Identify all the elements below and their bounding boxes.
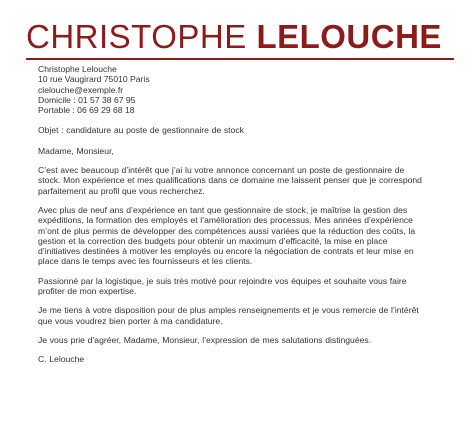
letter-salutation: Madame, Monsieur,	[38, 145, 114, 156]
contact-address: 10 rue Vaugirard 75010 Paris	[38, 74, 150, 85]
letter-paragraph-3: Passionné par la logistique, je suis très motivé pour rejoindre vos équipes et souhaite vous faire profiter de mon expertise.	[38, 275, 407, 297]
letter-paragraph-1: C’est avec beaucoup d’intérêt que j’ai lu votre annonce concernant un poste de gestionnaire de stock. Mon expérience et mes qualifications dans ce domaine me laissent penser que je correspond parfaitement au profil que vous recherchez.	[38, 165, 422, 196]
contact-name: Christophe Lelouche	[38, 64, 117, 74]
letter-signature: C. Lelouche	[38, 354, 85, 365]
contact-email: clelouche@exemple.fr	[38, 84, 124, 95]
header-name	[26, 18, 442, 56]
contact-block	[38, 64, 422, 115]
header-divider	[26, 58, 454, 60]
letter-paragraph-4: Je me tiens à votre disposition pour de plus amples renseignements et je vous remercie de l’intérêt que vous voudrez bien porter à ma candidature.	[38, 305, 419, 326]
header-last-name: LELOUCHE	[256, 18, 442, 55]
letter-paragraph-2: Avec plus de neuf ans d’expérience en tant que gestionnaire de stock, je maîtrise la gestion des expéditions, la formation des employés et l’amélioration des processus. Mes années d’expérience m’ont de plus permis de développer des compétences aussi variées que la réduction des coûts, la gestion et la correction des budgets pour obtenir un maximum d’efficacité, la mise en place d’initiatives destinées à motiver les employés ou encore la négociation de contrats et leur mise en place dans le temps avec les fournisseurs et les clients.	[38, 204, 416, 267]
contact-home-phone: Domicile : 01 57 38 67 95	[38, 94, 136, 105]
letter-paragraph-5: Je vous prie d’agréer, Madame, Monsieur, l’expression de mes salutations distinguées.	[38, 334, 372, 345]
letter-body	[38, 64, 422, 365]
letter-subject: Objet : candidature au poste de gestionnaire de stock	[38, 125, 244, 136]
header-first-name: CHRISTOPHE	[26, 18, 247, 55]
contact-mobile-phone: Portable : 06 69 29 68 18	[38, 105, 135, 116]
